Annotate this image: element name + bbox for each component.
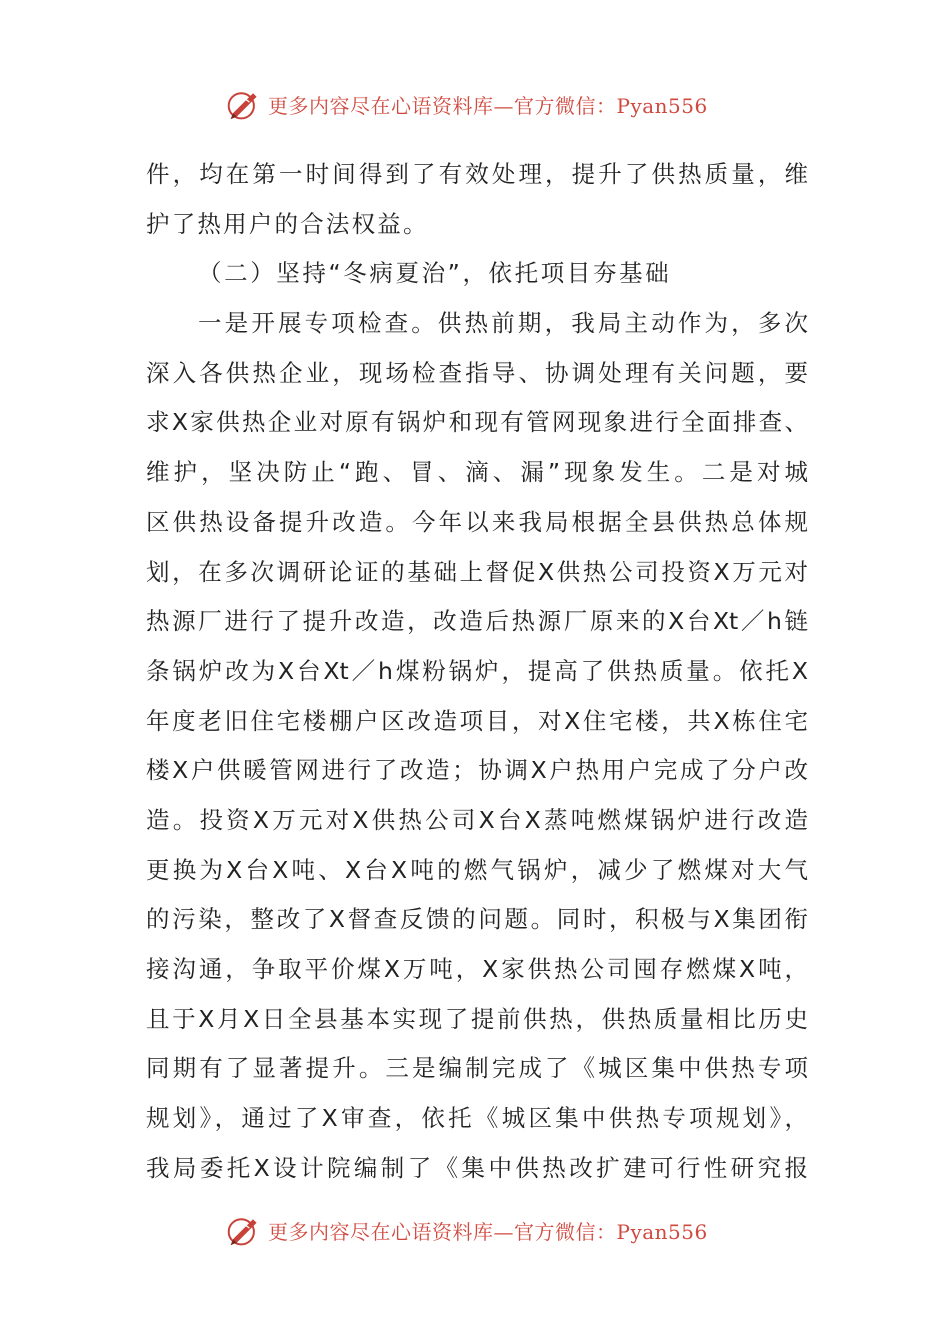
section-heading: （二）坚持“冬病夏治”，依托项目夯基础	[198, 259, 672, 288]
text-line: 且于X月X日全县基本实现了提前供热，供热质量相比历史	[146, 1004, 808, 1033]
text-line: 件，均在第一时间得到了有效处理，提升了供热质量，维	[146, 160, 808, 188]
watermark-text: 更多内容尽在心语资料库—官方微信：Pyan556	[268, 93, 708, 118]
text-line: 更换为X台X吨、X台X吨的燃气锅炉，减少了燃煤对大气	[146, 855, 808, 884]
text-line: 深入各供热企业，现场检查指导、协调处理有关问题，要	[146, 358, 808, 387]
text-line: 楼X户供暖管网进行了改造；协调X户热用户完成了分户改	[146, 756, 808, 785]
footer-watermark	[226, 1210, 746, 1250]
text-line: 造。投资X万元对X供热公司X台X蒸吨燃煤锅炉进行改造	[146, 805, 808, 834]
text-line: 年度老旧住宅楼棚户区改造项目，对X住宅楼，共X栋住宅	[146, 706, 808, 735]
watermark-text: 更多内容尽在心语资料库—官方微信：Pyan556	[268, 1219, 708, 1244]
text-line: 条锅炉改为X台Xt／h煤粉锅炉，提高了供热质量。依托X	[146, 656, 808, 685]
pen-logo-icon	[226, 1212, 262, 1248]
text-line: 我局委托X设计院编制了《集中供热改扩建可行性研究报	[146, 1153, 808, 1182]
text-line: 规划》，通过了X审查，依托《城区集中供热专项规划》，	[146, 1104, 808, 1133]
text-line: 区供热设备提升改造。今年以来我局根据全县供热总体规	[146, 507, 808, 536]
text-line: 护了热用户的合法权益。	[146, 209, 429, 238]
header-watermark	[226, 84, 746, 124]
text-line: 维护，坚决防止“跑、冒、滴、漏”现象发生。二是对城	[146, 458, 808, 487]
text-line: 同期有了显著提升。三是编制完成了《城区集中供热专项	[146, 1054, 808, 1083]
pen-logo-icon	[226, 86, 262, 122]
text-line: 热源厂进行了提升改造，改造后热源厂原来的X台Xt／h链	[146, 607, 808, 636]
text-line: 一是开展专项检查。供热前期，我局主动作为，多次	[198, 309, 808, 338]
text-line: 的污染，整改了X督查反馈的问题。同时，积极与X集团衔	[146, 905, 808, 934]
text-line: 求X家供热企业对原有锅炉和现有管网现象进行全面排查、	[146, 408, 808, 437]
text-line: 划，在多次调研论证的基础上督促X供热公司投资X万元对	[146, 557, 808, 586]
document-body	[146, 150, 808, 1193]
text-line: 接沟通，争取平价煤X万吨，X家供热公司囤存燃煤X吨，	[146, 955, 808, 983]
